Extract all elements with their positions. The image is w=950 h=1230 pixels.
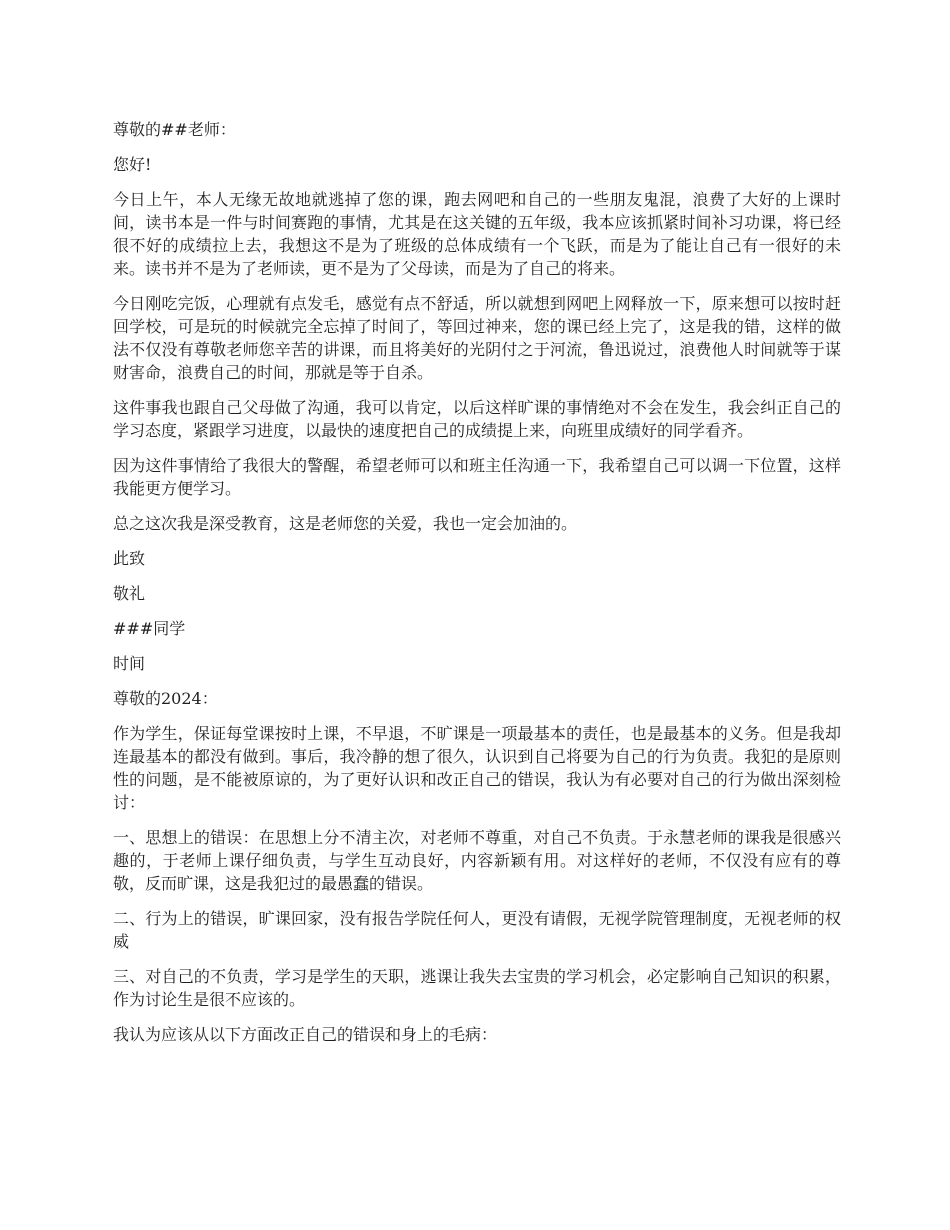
body-paragraph: 今日上午，本人无缘无故地就逃掉了您的课，跑去网吧和自己的一些朋友鬼混，浪费了大好的上课时间，读书本是一件与时间赛跑的事情，尤其是在这关键的五年级，我本应该抓紧时间补习功课，将已经很不好的成绩拉上去，我想这不是为了班级的总体成绩有一个飞跃，而是为了能让自己有一很好的未来。读书并不是为了老师读，更不是为了父母读，而是为了自己的将来。: [113, 190, 841, 278]
body-paragraph: 作为学生，保证每堂课按时上课，不早退，不旷课是一项最基本的责任，也是最基本的义务。但是我却连最基本的都没有做到。事后，我冷静的想了很久，认识到自己将要为自己的行为负责。我犯的是原则性的问题，是不能被原谅的，为了更好认识和改正自己的错误，我认为有必要对自己的行为做出深刻检讨：: [113, 724, 841, 812]
document-body: [113, 118, 841, 1058]
greeting: 您好!: [113, 155, 152, 174]
closing-regards: 敬礼: [113, 584, 146, 603]
body-paragraph: 一、思想上的错误：在思想上分不清主次，对老师不尊重，对自己不负责。于永慧老师的课我是很感兴趣的，于老师上课仔细负责，与学生互动良好，内容新颖有用。对这样好的老师，不仅没有应有的尊敬，反而旷课，这是我犯过的最愚蠢的错误。: [113, 828, 841, 893]
closing-line: 此致: [113, 549, 146, 568]
body-paragraph: 三、对自己的不负责，学习是学生的天职，逃课让我失去宝贵的学习机会，必定影响自己知识的积累，作为讨论生是很不应该的。: [113, 967, 841, 1009]
signature: ###同学: [113, 619, 186, 638]
salutation: 尊敬的2024：: [113, 689, 218, 708]
salutation: 尊敬的##老师：: [113, 120, 236, 139]
body-paragraph: 我认为应该从以下方面改正自己的错误和身上的毛病：: [113, 1025, 498, 1044]
body-paragraph: 总之这次我是深受教育，这是老师您的关爱，我也一定会加油的。: [113, 514, 578, 533]
body-paragraph: 这件事我也跟自己父母做了沟通，我可以肯定，以后这样旷课的事情绝对不会在发生，我会纠正自己的学习态度，紧跟学习进度，以最快的速度把自己的成绩提上来，向班里成绩好的同学看齐。: [113, 398, 841, 440]
body-paragraph: 今日刚吃完饭，心理就有点发毛，感觉有点不舒适，所以就想到网吧上网释放一下，原来想可以按时赶回学校，可是玩的时候就完全忘掉了时间了，等回过神来，您的课已经上完了，这是我的错，这样的做法不仅没有尊敬老师您辛苦的讲课，而且将美好的光阴付之于河流，鲁迅说过，浪费他人时间就等于谋财害命，浪费自己的时间，那就是等于自杀。: [113, 294, 841, 382]
body-paragraph: 二、行为上的错误，旷课回家，没有报告学院任何人，更没有请假，无视学院管理制度，无视老师的权威: [113, 909, 841, 951]
date-line: 时间: [113, 654, 146, 673]
body-paragraph: 因为这件事情给了我很大的警醒，希望老师可以和班主任沟通一下，我希望自己可以调一下位置，这样我能更方便学习。: [113, 456, 841, 498]
